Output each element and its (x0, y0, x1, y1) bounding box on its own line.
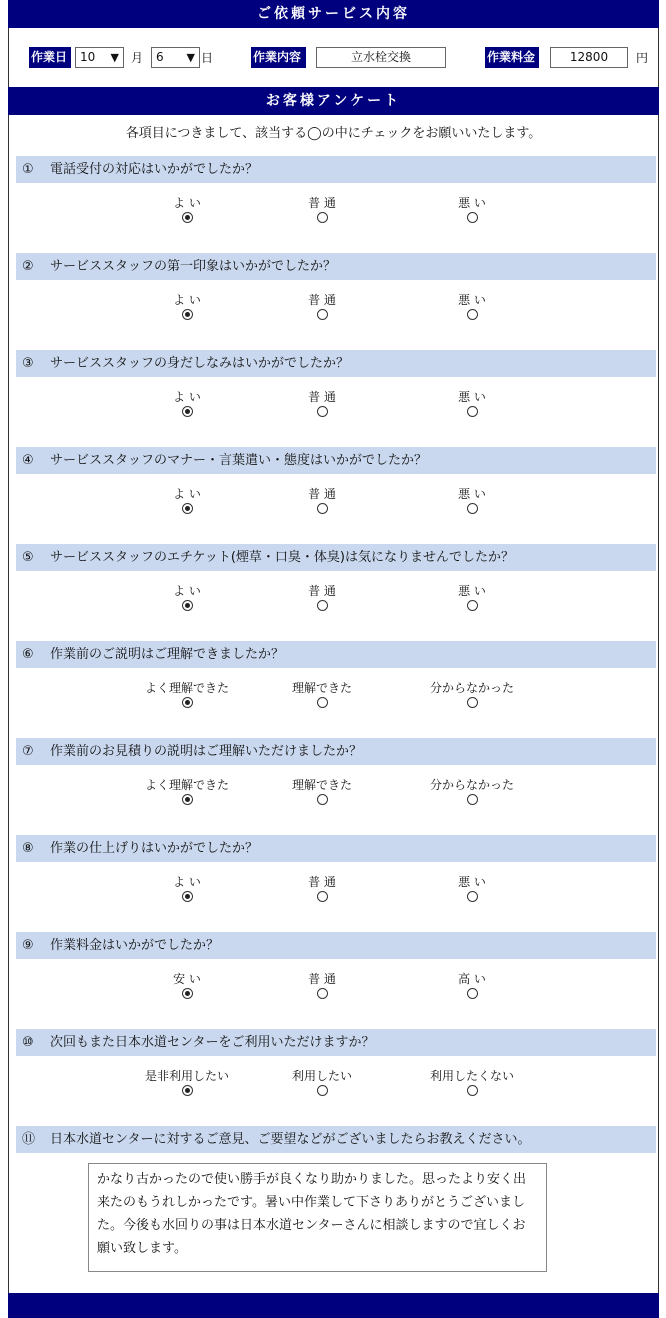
question-text: サービススタッフの身だしなみはいかがでしたか？ (50, 356, 350, 371)
month-unit: 月 (131, 51, 144, 65)
work-content-label: 作業内容 (251, 47, 306, 68)
answer-option[interactable] (132, 292, 242, 320)
day-unit: 日 (201, 51, 214, 65)
answer-option[interactable] (267, 777, 377, 805)
question-number: ⑥ (22, 647, 34, 662)
work-date-label: 作業日 (29, 47, 71, 68)
answer-option[interactable] (267, 583, 377, 611)
work-fee-field[interactable]: 12800 (550, 47, 628, 68)
radio-button[interactable] (182, 309, 193, 320)
radio-button[interactable] (467, 406, 478, 417)
question-9-header (16, 932, 656, 959)
work-content-field[interactable]: 立水栓交換 (316, 47, 446, 68)
question-4-header (16, 447, 656, 474)
radio-button[interactable] (182, 503, 193, 514)
question-5-header (16, 544, 656, 571)
question-text: 日本水道センターに対するご意見、ご要望などがございましたらお教えください。 (50, 1132, 531, 1147)
work-fee-label: 作業料金 (485, 47, 539, 68)
answer-option[interactable] (417, 292, 527, 320)
answer-option-label: よ い (173, 487, 201, 501)
question-text: 次回もまた日本水道センターをご利用いただけますか？ (50, 1035, 375, 1050)
answer-option[interactable] (132, 583, 242, 611)
question-6-header (16, 641, 656, 668)
question-number: ② (22, 259, 34, 274)
day-value: 6 (156, 50, 164, 64)
radio-button[interactable] (317, 212, 328, 223)
question-text: 作業の仕上げりはいかがでしたか？ (50, 841, 259, 856)
answer-option-label: 安 い (173, 972, 201, 986)
question-number: ① (22, 162, 34, 177)
answer-option-label: 悪 い (458, 875, 486, 889)
answer-option[interactable] (417, 874, 527, 902)
month-value: 10 (80, 50, 96, 64)
answer-option-label: 分からなかった (429, 778, 514, 792)
answer-option-label: 普 通 (308, 390, 336, 404)
question-number: ⑩ (22, 1035, 34, 1050)
answer-option-label: 普 通 (308, 196, 336, 210)
answer-option[interactable] (132, 777, 242, 805)
radio-button[interactable] (317, 891, 328, 902)
question-7-header (16, 738, 656, 765)
question-3-header (16, 350, 656, 377)
answer-option[interactable] (132, 874, 242, 902)
radio-button[interactable] (182, 891, 193, 902)
answer-option-label: 悪 い (458, 293, 486, 307)
answer-option[interactable] (132, 195, 242, 223)
answer-option[interactable] (267, 195, 377, 223)
question-text: 作業前のお見積りの説明はご理解いただけましたか？ (50, 744, 363, 759)
answer-option[interactable] (267, 1068, 377, 1096)
answer-option-label: 悪 い (458, 390, 486, 404)
radio-button[interactable] (467, 212, 478, 223)
radio-button[interactable] (182, 794, 193, 805)
answer-option-label: よ い (173, 390, 201, 404)
answer-option-label: 普 通 (308, 584, 336, 598)
comment-textarea[interactable]: かなり古かったので使い勝手が良くなり助かりました。思ったより安く出来たのもうれしかったです。暑い中作業して下さりありがとうございました。今後も水回りの事は日本水道センターさんに相談しますので宜しくお願い致します。 (88, 1163, 547, 1272)
answer-option-label: 普 通 (308, 972, 336, 986)
answer-option[interactable] (417, 1068, 527, 1096)
radio-button[interactable] (467, 697, 478, 708)
question-number: ⑧ (22, 841, 34, 856)
question-text: 作業料金はいかがでしたか？ (50, 938, 220, 953)
answer-option-label: よ い (173, 293, 201, 307)
answer-option[interactable] (417, 777, 527, 805)
answer-option-label: よ い (173, 196, 201, 210)
answer-option[interactable] (132, 971, 242, 999)
radio-button[interactable] (317, 794, 328, 805)
answer-option-label: 是非利用したい (144, 1069, 229, 1083)
answer-option-label: 高 い (458, 972, 486, 986)
answer-option[interactable] (417, 971, 527, 999)
question-11-header (16, 1126, 656, 1153)
question-text: サービススタッフのマナー・言葉遣い・態度はいかがでしたか？ (50, 453, 428, 468)
answer-option[interactable] (417, 486, 527, 514)
radio-button[interactable] (317, 600, 328, 611)
survey-instructions: 各項目につきまして、該当する◯の中にチェックをお願いいたします。 (125, 126, 542, 141)
question-1-header (16, 156, 656, 183)
answer-option[interactable] (132, 1068, 242, 1096)
radio-button[interactable] (182, 600, 193, 611)
answer-option-label: よ い (173, 584, 201, 598)
answer-option-label: よ い (173, 875, 201, 889)
answer-option-label: 利用したい (291, 1069, 352, 1083)
answer-option-label: 悪 い (458, 196, 486, 210)
answer-option[interactable] (267, 292, 377, 320)
footer-bar (8, 1293, 659, 1318)
radio-button[interactable] (467, 1085, 478, 1096)
question-text: 電話受付の対応はいかがでしたか？ (50, 162, 259, 177)
radio-button[interactable] (467, 794, 478, 805)
answer-option[interactable] (132, 389, 242, 417)
radio-button[interactable] (317, 503, 328, 514)
answer-option[interactable] (417, 583, 527, 611)
radio-button[interactable] (467, 988, 478, 999)
radio-button[interactable] (467, 503, 478, 514)
radio-button[interactable] (467, 891, 478, 902)
answer-option[interactable] (132, 486, 242, 514)
radio-button[interactable] (317, 406, 328, 417)
answer-option-label: 利用したくない (429, 1069, 514, 1083)
answer-option[interactable] (417, 389, 527, 417)
service-details-row (0, 46, 666, 70)
question-10-header (16, 1029, 656, 1056)
answer-option-label: 悪 い (458, 487, 486, 501)
radio-button[interactable] (317, 1085, 328, 1096)
answer-option[interactable] (267, 874, 377, 902)
question-number: ⑨ (22, 938, 34, 953)
service-section-header: ご依頼サービス内容 (8, 0, 659, 28)
question-number: ⑦ (22, 744, 34, 759)
question-number: ④ (22, 453, 34, 468)
question-8-header (16, 835, 656, 862)
answer-option-label: 分からなかった (429, 681, 514, 695)
question-2-header (16, 253, 656, 280)
radio-button[interactable] (317, 988, 328, 999)
answer-option[interactable] (267, 389, 377, 417)
answer-option[interactable] (417, 195, 527, 223)
radio-button[interactable] (467, 309, 478, 320)
answer-option[interactable] (132, 680, 242, 708)
month-select[interactable] (75, 47, 124, 68)
radio-button[interactable] (182, 988, 193, 999)
day-select[interactable] (151, 47, 200, 68)
chevron-down-icon: ▼ (110, 51, 119, 64)
question-text: サービススタッフのエチケット(煙草・口臭・体臭)は気になりませんでしたか？ (50, 550, 514, 565)
answer-option[interactable] (267, 486, 377, 514)
radio-button[interactable] (182, 406, 193, 417)
question-number: ③ (22, 356, 34, 371)
answer-option-label: 普 通 (308, 875, 336, 889)
question-number: ⑤ (22, 550, 34, 565)
answer-option-label: 普 通 (308, 293, 336, 307)
radio-button[interactable] (317, 309, 328, 320)
radio-button[interactable] (317, 697, 328, 708)
radio-button[interactable] (182, 212, 193, 223)
question-text: 作業前のご説明はご理解できましたか？ (50, 647, 285, 662)
radio-button[interactable] (467, 600, 478, 611)
answer-option-label: 普 通 (308, 487, 336, 501)
chevron-down-icon: ▼ (186, 51, 195, 64)
answer-option[interactable] (417, 680, 527, 708)
answer-option-label: よく理解できた (144, 681, 229, 695)
question-number: ⑪ (22, 1132, 36, 1147)
survey-section-header: お客様アンケート (8, 87, 659, 115)
fee-unit: 円 (636, 51, 649, 65)
radio-button[interactable] (182, 1085, 193, 1096)
answer-option-label: 理解できた (291, 778, 352, 792)
answer-option[interactable] (267, 971, 377, 999)
radio-button[interactable] (182, 697, 193, 708)
answer-option-label: 悪 い (458, 584, 486, 598)
answer-option-label: よく理解できた (144, 778, 229, 792)
question-text: サービススタッフの第一印象はいかがでしたか？ (50, 259, 337, 274)
answer-option[interactable] (267, 680, 377, 708)
answer-option-label: 理解できた (291, 681, 352, 695)
